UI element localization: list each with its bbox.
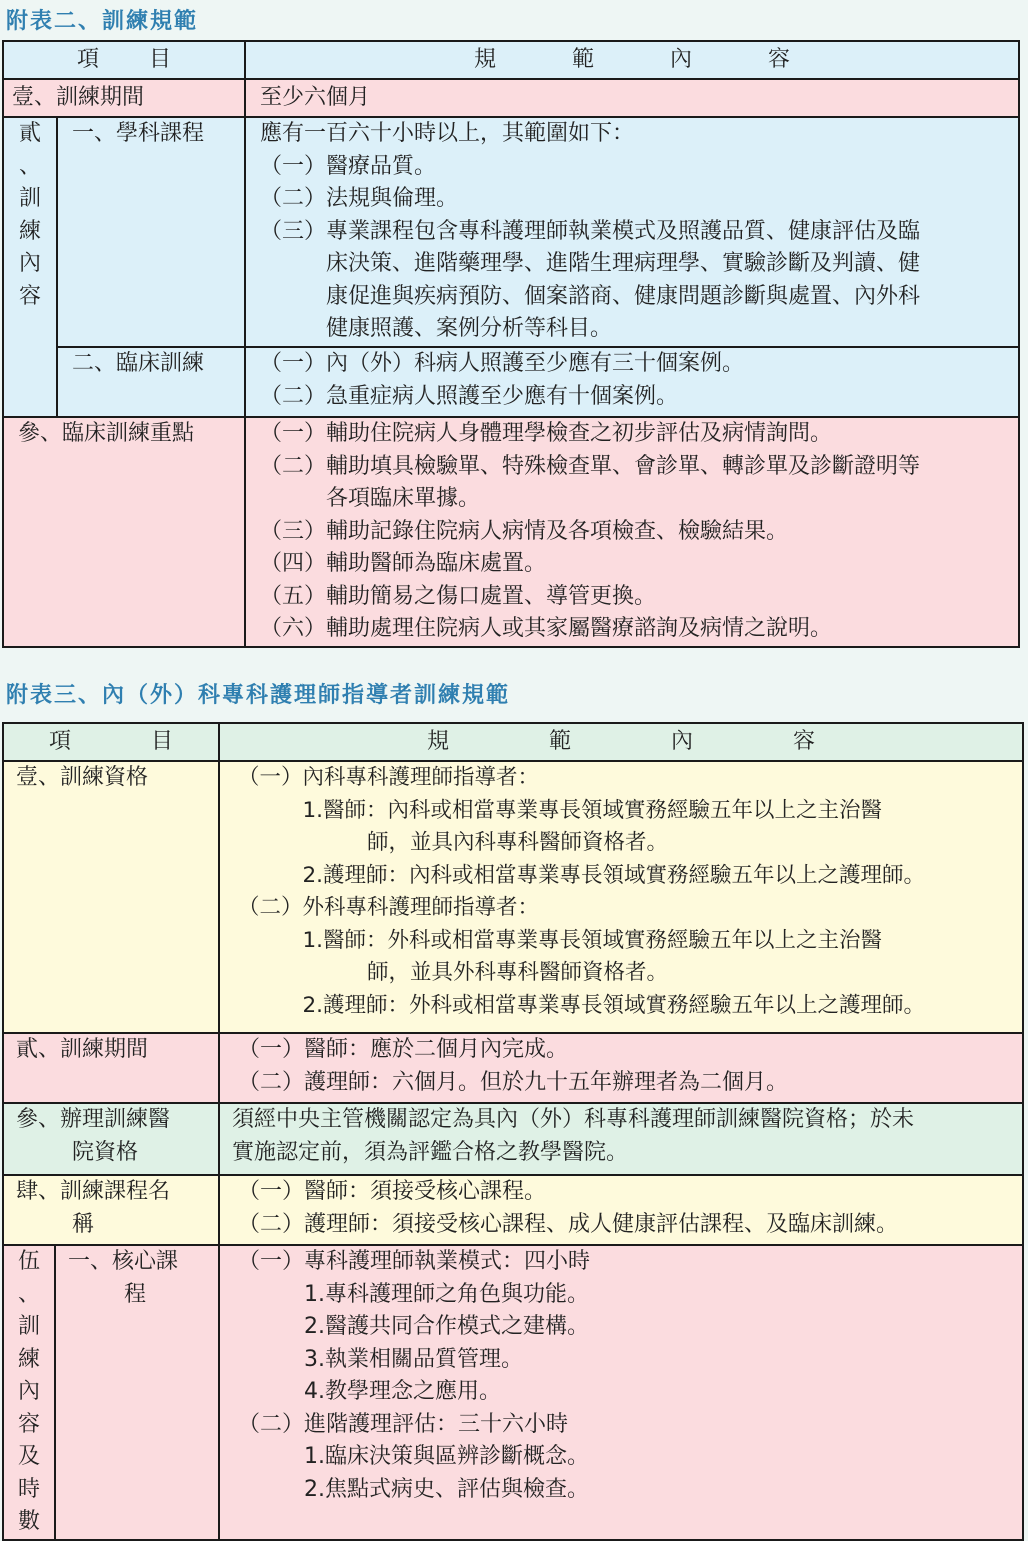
table3-sub-core-content: （一）專科護理師執業模式：四小時 1.專科護理師之角色與功能。 2.醫護共同合作模式之建構。 3.執業相關品質管理。 4.教學理念之應用。 （二）進階護理評估：三十六小時 1.臨床決策與區辨診斷概念。 2.焦點式病史、評估與檢查。: [219, 1245, 1023, 1540]
table3-row-content-label: 伍 、 訓 練 內 容 及 時 數: [3, 1245, 55, 1540]
table3-row-course-label: 肆、訓練課程名 稱: [3, 1175, 219, 1245]
table2-row-focus: [3, 417, 1019, 647]
table2-sub-clinical-content: （一）內（外）科病人照護至少應有三十個案例。 （二）急重症病人照護至少應有十個案例。: [245, 347, 1019, 417]
table2-sub-clinical-label: 二、臨床訓練: [57, 347, 245, 417]
table3-row-hospital: [3, 1103, 1023, 1175]
table3-row-hospital-label: 參、辦理訓練醫 院資格: [3, 1103, 219, 1175]
table2-row-focus-label: 參、臨床訓練重點: [3, 417, 245, 647]
table2-row-period-content: 至少六個月: [245, 79, 1019, 117]
table3-row-qualification-label: 壹、訓練資格: [3, 761, 219, 1033]
table3-row-content: [3, 1245, 1023, 1540]
table2: [2, 40, 1020, 648]
table3: [2, 722, 1024, 1541]
table3-title: 附表三、內（外）科專科護理師指導者訓練規範: [6, 682, 511, 708]
table2-row-content-clinical: [3, 347, 1019, 417]
table2-header-item: 項 目: [3, 41, 245, 79]
table2-header-row: [3, 41, 1019, 79]
table2-sub-academic-content: 應有一百六十小時以上，其範圍如下： （一）醫療品質。 （二）法規與倫理。 （三）專業課程包含專科護理師執業模式及照護品質、健康評估及臨 床決策、進階藥理學、進階生理病理學、實驗診斷及判讀、健 康促進與疾病預防、個案諮商、健康問題診斷與處置、內外科 健康照護、案例分析等科目。: [245, 117, 1019, 347]
table3-row-qualification-content: （一）內科專科護理師指導者： 1.醫師：內科或相當專業專長領域實務經驗五年以上之主治醫 師，並具內科專科醫師資格者。 2.護理師：內科或相當專業專長領域實務經驗五年以上之護理師。 （二）外科專科護理師指導者： 1.醫師：外科或相當專業專長領域實務經驗五年以上之主治醫 師，並具外科專科醫師資格者。 2.護理師：外科或相當專業專長領域實務經驗五年以上之護理師。: [219, 761, 1023, 1033]
table2-sub-academic-label: 一、學科課程: [57, 117, 245, 347]
table2-row-focus-content: （一）輔助住院病人身體理學檢查之初步評估及病情詢問。 （二）輔助填具檢驗單、特殊檢查單、會診單、轉診單及診斷證明等 各項臨床單據。 （三）輔助記錄住院病人病情及各項檢查、檢驗結果。 （四）輔助醫師為臨床處置。 （五）輔助簡易之傷口處置、導管更換。 （六）輔助處理住院病人或其家屬醫療諮詢及病情之說明。: [245, 417, 1019, 647]
table3-row-hospital-content: 須經中央主管機關認定為具內（外）科專科護理師訓練醫院資格；於未 實施認定前，須為評鑑合格之教學醫院。: [219, 1103, 1023, 1175]
table3-row-period: [3, 1033, 1023, 1103]
table3-header-content: 規 範 內 容: [219, 723, 1023, 761]
table3-sub-core-label: 一、核心課 程: [55, 1245, 219, 1540]
table2-header-content: 規 範 內 容: [245, 41, 1019, 79]
table2-row-period: [3, 79, 1019, 117]
table2-row-content-label: 貳 、 訓 練 內 容: [3, 117, 57, 417]
table3-row-period-label: 貳、訓練期間: [3, 1033, 219, 1103]
table3-row-qualification: [3, 761, 1023, 1033]
table3-row-course-content: （一）醫師：須接受核心課程。 （二）護理師：須接受核心課程、成人健康評估課程、及臨床訓練。: [219, 1175, 1023, 1245]
table3-header-item: 項 目: [3, 723, 219, 761]
table2-title: 附表二、訓練規範: [6, 8, 199, 34]
table3-row-course: [3, 1175, 1023, 1245]
table3-row-period-content: （一）醫師：應於二個月內完成。 （二）護理師：六個月。但於九十五年辦理者為二個月。: [219, 1033, 1023, 1103]
table2-row-period-label: 壹、訓練期間: [3, 79, 245, 117]
table2-row-content-academic: [3, 117, 1019, 347]
table3-header-row: [3, 723, 1023, 761]
